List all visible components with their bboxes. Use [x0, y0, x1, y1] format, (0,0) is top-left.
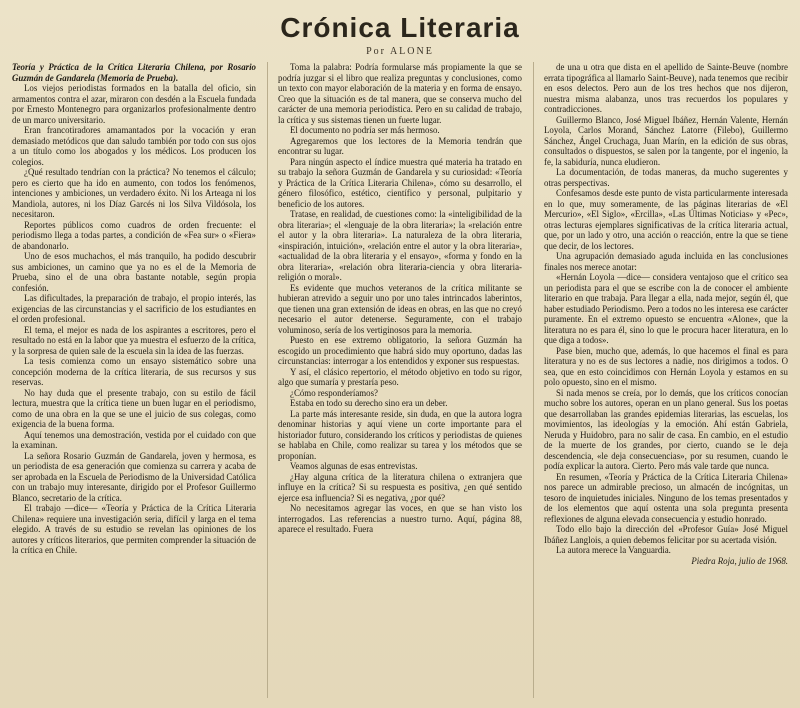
column-2	[278, 62, 522, 702]
paragraph: ¿Qué resultado tendrían con la práctica? No tenemos el cálculo; pero es cierto que ha ido en aumento, con todos los fenómenos, intenciones y ambiciones, un verdadero éxito. Ni los Arteaga ni los Mandiola, autores, ni los Díaz Garcés ni los Silva Vildósola, los necesitaron.	[12, 167, 256, 219]
paragraph: Agregaremos que los lectores de la Memoria tendrán que encontrar su lugar.	[278, 135, 522, 156]
paragraph: de una u otra que dista en el apellido de Sainte-Beuve (nombre errata tipográfica al llamarlo Saint-Beuve), nada tenemos que recibir en esos delectos. Pero aun de los tres hechos que nos dijeron, nuestra misma alabanza, unos tras recuerdos los populares y contradicciones.	[544, 62, 788, 114]
paragraph: Uno de esos muchachos, el más tranquilo, ha podido descubrir sus ambiciones, un camino que ya no es el de la Memoria de Prueba, sino el de una obra bastante notable, según propia confesión.	[12, 251, 256, 293]
paragraph: La autora merece la Vanguardia.	[556, 545, 671, 555]
paragraph: Si nada menos se creía, por lo demás, que los críticos conocían mucho sobre los autores, operan en un plano general. Sus los poetas que desarrollaban las grandes epidemias literarias, las escuelas, los movimientos, las ideologías y la emoción. Ahí están Gabriela, Neruda y Huidobro, para no salir de casa. En cambio, en el estudio de la muerte de los grandes, por cierto, cuando se le deja descendencia, «le deja consecuencias», por su resumen, cuando le podía explicar la autora. Cierto. Pero más vale tarde que nunca.	[544, 387, 788, 471]
paragraph: ¿Cómo responderíamos?	[290, 387, 378, 398]
masthead	[0, 12, 800, 57]
paragraph: Estaba en todo su derecho sino era un deber.	[290, 398, 448, 408]
paragraph: Los viejos periodistas formados en la batalla del oficio, sin armamentos contra el azar, miraron con desdén a la Escuela fundada por Ernesto Montenegro para organizarlos profesionalmente dentro de un marco universitario.	[12, 83, 256, 125]
paragraph: El documento no podría ser más hermoso.	[290, 125, 440, 135]
byline: Por ALONE	[366, 46, 434, 57]
paragraph: La documentación, de todas maneras, da mucho sugerentes y otras perspectivas.	[544, 167, 788, 188]
paragraph: Aquí tenemos una demostración, vestida por el cuidado con que la examinan.	[12, 429, 256, 450]
paragraph: La parte más interesante reside, sin duda, en que la autora logra denominar historias y aquí viene un corte importante para el historiador futuro, considerando los críticos y periodistas de quienes se hablaba en Chile, como realizar su tarea y los métodos que se proponían.	[278, 408, 522, 461]
paragraph: «Hernán Loyola —dice— considera ventajoso que el crítico sea un periodista para el que se escribe con la de conocer el ambiente literario en que trabaja. Para llegar a ella, nada mejor, según él, que haber estudiado Periodismo. Pero a todos no les interesa ese carácter puramente. En el extremo opuesto se encuentra «Alone», que la literatura no es para él, sino lo que le procura hacer literatura, en lo que diga a todos».	[544, 272, 788, 345]
paragraph: El trabajo —dice— «Teoría y Práctica de la Crítica Literaria Chilena» requiere una investigación seria, difícil y larga en el tema elegido. A través de su estudio se revelan las opiniones de los autores y críticos literarios, que permiten comprender la situación de la crítica en Chile.	[12, 503, 256, 555]
column-divider	[533, 62, 534, 698]
paragraph: Eran francotiradores amamantados por la vocación y eran demasiado metódicos que dan saludo también por todo con sus ojos a un título como los abogados y los médicos. Los producen los colegios.	[12, 125, 256, 167]
paragraph: Puesto en ese extremo obligatorio, la señora Guzmán ha escogido un procedimiento que habrá sido muy oportuno, dadas las circunstancias: interrogar a los entendidos y exponer sus respuestas.	[278, 335, 522, 366]
page-title: Crónica Literaria	[280, 12, 520, 43]
paragraph: Todo ello bajo la dirección del «Profesor Guía» José Miguel Ibáñez Langlois, a quien debemos felicitar por su acertada visión.	[544, 524, 788, 545]
review-heading: Teoría y Práctica de la Crítica Literaria Chilena, por Rosario Guzmán de Gandarela (Memoria de Prueba).	[12, 62, 256, 83]
paragraph: La señora Rosario Guzmán de Gandarela, joven y hermosa, es un periodista de esa generación que comienza su carrera y acaba de ser aprobada en la Escuela de Periodismo de la Universidad Católica con un trabajo muy interesante, dirigido por el Profesor Guillermo Blanco, secretario de la crítica.	[12, 450, 256, 503]
paragraph: El tema, el mejor es nada de los aspirantes a escritores, pero el resultado no está en la labor que ya muestra el esfuerzo de la crítica, y la sorpresa de quien sale de la escuela sin la idea de las fuerzas.	[12, 324, 256, 356]
column-1	[12, 62, 256, 702]
paragraph: Y así, el clásico repertorio, el método objetivo en todo su rigor, algo que sumaría y prestaría peso.	[278, 366, 522, 387]
paragraph: Tratase, en realidad, de cuestiones como: la «inteligibilidad de la obra literaria»; el «lenguaje de la obra literaria»; la «relación entre el autor y la obra literaria». La naturaleza de la obra literaria, «inspiración, intuición», «relación entre el autor y la obra literaria», «actualidad de la obra literaria y el ensayo», «forma y fondo en la obra literaria», «relación obra literaria-ciencia y obra literaria-religión o moral».	[278, 209, 522, 282]
paragraph: No necesitamos agregar las voces, en que se han visto los interrogados. Las referencias a nuestro turno. Aquí, página 88, aparece el resultado. Fuera	[278, 503, 522, 534]
column-3	[544, 62, 788, 702]
paragraph: ¿Hay alguna crítica de la literatura chilena o extranjera que influye en la crítica? Si su respuesta es positiva, ¿en qué sentido ejerce esa influencia? Si es negativa, ¿por qué?	[278, 471, 522, 503]
column-divider	[267, 62, 268, 698]
paragraph: Las dificultades, la preparación de trabajo, el propio interés, las exigencias de las circunstancias y el sacrificio de los estudiantes en el orden profesional.	[12, 293, 256, 324]
place-date: Piedra Roja, julio de 1968.	[691, 555, 788, 566]
paragraph: Guillermo Blanco, José Miguel Ibáñez, Hernán Valente, Hernán Loyola, Carlos Morand, Sánchez Latorre (Filebo), Guillermo Sánchez, Ángel Cruchaga, Juan Marín, en la edición de sus obras, consultados o dispuestos, se salen por la tangente, por el ingenio, la fe, la sabiduría, nunca eludieron.	[544, 114, 788, 167]
paragraph: En resumen, «Teoría y Práctica de la Crítica Literaria Chilena» nos parece un admirable precioso, un almacén de incógnitas, un tesoro de inquietudes iniciales. Ninguno de los temas presentados y de los elementos que aquí ostenta una sola pregunta presenta reflexiones de alguna elevada consecuencia y estudio honrado.	[544, 471, 788, 524]
paragraph: Para ningún aspecto el índice muestra qué materia ha tratado en su trabajo la señora Guzmán de Gandarela y su curiosidad: «Teoría y Práctica de la Crítica Literaria Chilena», cómo su desarrollo, el género filosófico, estético, científico y personal, pulpitario y beneficio de los autores.	[278, 156, 522, 209]
paragraph: Confesamos desde este punto de vista particularmente interesada en lo que, muy someramente, de las páginas literarias de «El Mercurio», «El Siglo», «Ercilla», «Las Últimas Noticias» y «Pec», otras lecturas ejemplares significativas de la crítica literaria actual, que, por un lado y otro, una acción o reacción, entre la que se tiene que decir, de los lectores.	[544, 188, 788, 251]
paragraph: Una agrupación demasiado aguda incluida en las conclusiones finales nos merece anotar:	[544, 251, 788, 272]
paragraph: No hay duda que el presente trabajo, con su estilo de fácil lectura, muestra que la crítica tiene un buen lugar en el periodismo, como de una obra en la que se une el juicio de sus colegas, como exigencia de la buena forma.	[12, 387, 256, 429]
paragraph: Pase bien, mucho que, además, lo que hacemos el final es para literatura y no es de sus lectores a nadie, nos dirigimos a todos. O sea, que en esto coincidimos con Hernán Loyola y estamos en su polo opuesto, sino en el mismo.	[544, 345, 788, 387]
paragraph: Toma la palabra: Podría formularse más propiamente la que se podría juzgar si el libro que realiza preguntas y conclusiones, como un texto con mayor elaboración de la materia y en forma de ensayo. Creo que la situación es de tal manera, que se conserva mucho del carácter de una memoria periodística. Pero en su calidad de trabajo, la crítica y sus sistemas tienen un fuerte lugar.	[278, 62, 522, 125]
paragraph: Veamos algunas de esas entrevistas.	[290, 461, 418, 471]
paragraph: Es evidente que muchos veteranos de la crítica militante se hubieran atrevido a seguir uno por uno tales intrincados laberintos, que tienen una gran extensión de ideas en obras, en las que no creyó necesario el autor detenerse. Seguramente, con el trabajo voluminoso, sería de los vertiginosos para la memoria.	[278, 282, 522, 335]
paragraph: La tesis comienza como un ensayo sistemático sobre una concepción moderna de la crítica literaria, de sus recursos y sus reservas.	[12, 356, 256, 387]
paragraph: Reportes públicos como cuadros de orden frecuente: el periodismo llega a todas partes, a condición de «Fea sur» o «Fiera» de abandonarlo.	[12, 219, 256, 251]
